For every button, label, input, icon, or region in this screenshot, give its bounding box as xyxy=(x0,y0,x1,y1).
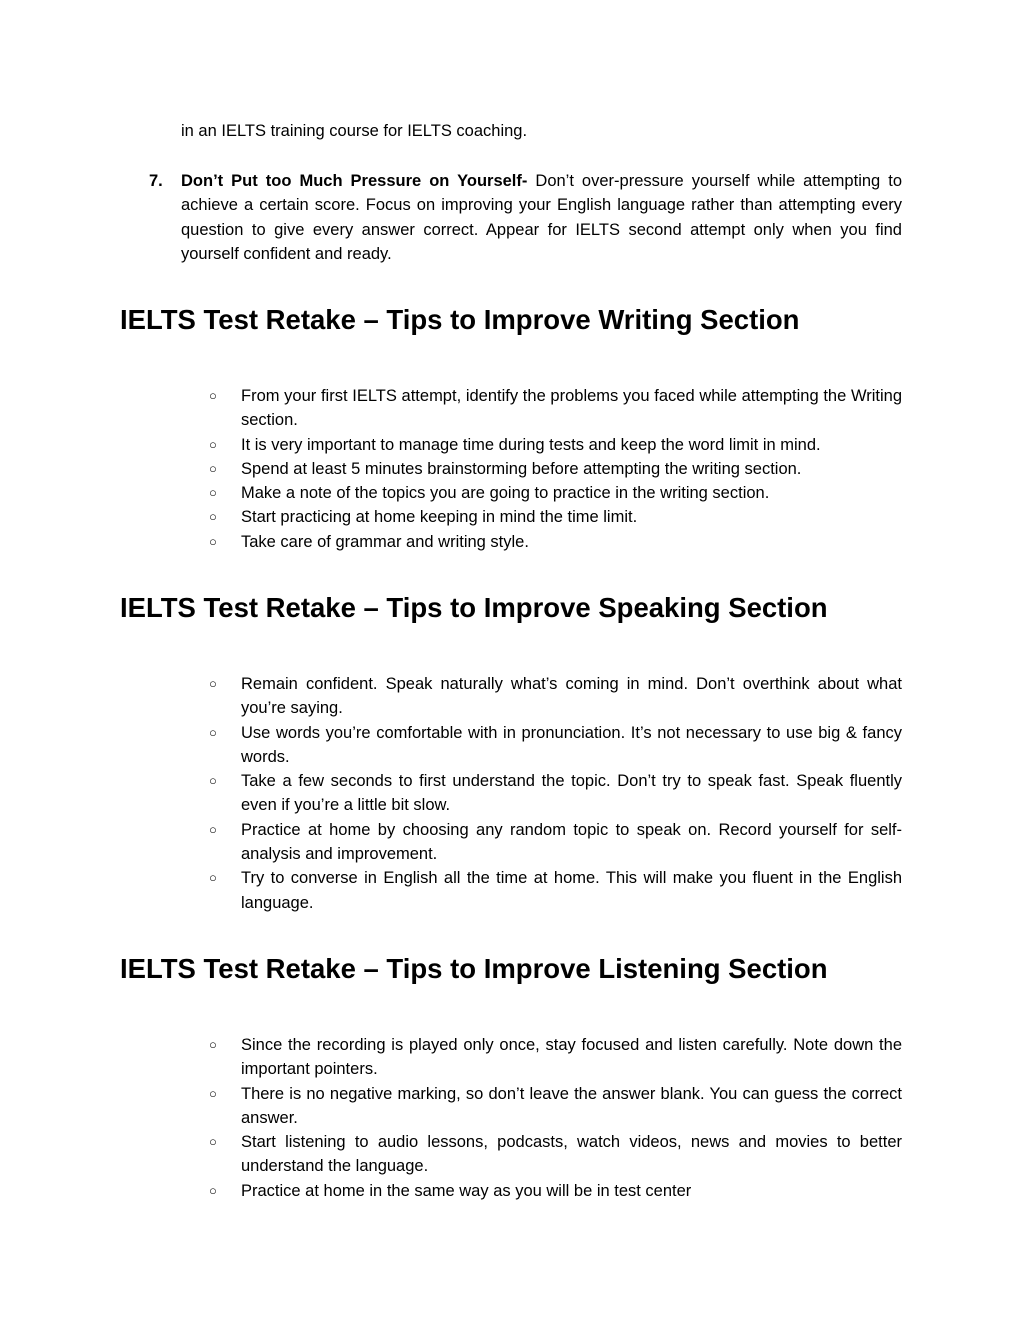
bullet-icon: ○ xyxy=(209,1085,217,1101)
list-number: 7. xyxy=(149,172,163,190)
listening-section-heading: IELTS Test Retake – Tips to Improve Listening Section xyxy=(120,953,828,984)
bullet-icon: ○ xyxy=(209,1134,217,1150)
speaking-section-heading: IELTS Test Retake – Tips to Improve Speaking Section xyxy=(120,592,828,623)
intro-tail-text: in an IELTS training course for IELTS coaching. xyxy=(181,122,528,140)
list-item: ○ It is very important to manage time during tests and keep the word limit in mind. xyxy=(205,433,902,457)
bullet-icon: ○ xyxy=(209,485,217,501)
list-item: ○ Make a note of the topics you are going to practice in the writing section. xyxy=(205,481,902,505)
bullet-icon: ○ xyxy=(209,870,217,886)
bullet-icon: ○ xyxy=(209,676,217,691)
list-item: ○ Remain confident. Speak naturally what’s coming in mind. Don’t overthink about what you’re saying. xyxy=(205,672,902,721)
bullet-icon: ○ xyxy=(209,509,217,525)
bullet-icon: ○ xyxy=(209,724,217,740)
list-item: ○ Start listening to audio lessons, podcasts, watch videos, news and movies to better understand the language. xyxy=(205,1130,902,1179)
bullet-icon: ○ xyxy=(209,533,217,549)
writing-section-heading: IELTS Test Retake – Tips to Improve Writing Section xyxy=(120,304,800,335)
bullet-icon: ○ xyxy=(209,821,217,837)
list-item: ○ Start practicing at home keeping in mind the time limit. xyxy=(205,505,902,529)
bullet-icon: ○ xyxy=(209,436,217,452)
bullet-icon: ○ xyxy=(209,1182,217,1198)
list-item: ○ Since the recording is played only once, stay focused and listen carefully. Note down the important pointers. xyxy=(205,1033,902,1082)
list-item: ○ Try to converse in English all the time at home. This will make you fluent in the English language. xyxy=(205,866,902,915)
list-item: ○ From your first IELTS attempt, identify the problems you faced while attempting the Writing section. xyxy=(205,384,902,433)
list-item: ○ There is no negative marking, so don’t leave the answer blank. You can guess the correct answer. xyxy=(205,1082,902,1131)
list-item-body xyxy=(181,169,902,266)
list-item-text: Don’t over-pressure yourself while attempting to achieve a certain score. Focus on improving your English language rather than attempting every question to give every answer correct. Appear for IELTS second attempt only when you find yourself confident and ready. xyxy=(181,172,902,263)
list-item: ○ Spend at least 5 minutes brainstorming before attempting the writing section. xyxy=(205,457,902,481)
list-item: ○ Practice at home in the same way as you will be in test center xyxy=(205,1179,902,1203)
numbered-list-item-7 xyxy=(149,169,902,266)
list-item-lead: Don’t Put too Much Pressure on Yourself- xyxy=(181,172,528,190)
listening-tips-list xyxy=(205,1033,902,1203)
bullet-icon: ○ xyxy=(209,1037,217,1052)
speaking-tips-list xyxy=(205,672,902,915)
writing-tips-list xyxy=(205,384,902,554)
list-item: ○ Take a few seconds to first understand the topic. Don’t try to speak fast. Speak fluently even if you’re a little bit slow. xyxy=(205,769,902,818)
bullet-icon: ○ xyxy=(209,773,217,789)
list-item: ○ Take care of grammar and writing style. xyxy=(205,530,902,554)
bullet-icon: ○ xyxy=(209,460,217,476)
bullet-icon: ○ xyxy=(209,388,217,403)
list-item: ○ Practice at home by choosing any random topic to speak on. Record yourself for self-analysis and improvement. xyxy=(205,818,902,867)
list-item: ○ Use words you’re comfortable with in pronunciation. It’s not necessary to use big & fancy words. xyxy=(205,721,902,770)
